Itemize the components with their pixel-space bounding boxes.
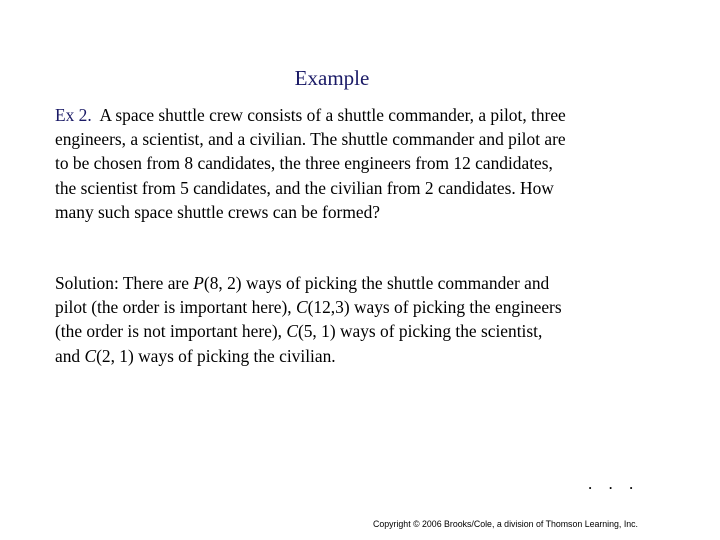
problem-line-1 [55,103,665,127]
solution [55,271,665,368]
combination-symbol: C [295,297,308,318]
problem-line-3: to be chosen from 8 candidates, the three engineers from 12 candidates, [55,153,553,174]
problem-line-2: engineers, a scientist, and a civilian. The shuttle commander and pilot are [55,129,566,150]
solution-text: (2, 1) ways of picking the civilian. [96,345,336,366]
copyright-notice: Copyright © 2006 Brooks/Cole, a division of Thomson Learning, Inc. [373,519,638,529]
example-label: Ex 2. [55,105,92,125]
combination-symbol: C [286,321,298,342]
solution-line-4 [55,344,665,368]
solution-line-3 [55,319,665,343]
slide-title: Example [294,66,370,90]
solution-line-2 [55,295,665,319]
solution-text: and [55,345,85,366]
solution-text: (5, 1) ways of picking the scientist, [297,321,543,342]
solution-line-1 [55,271,665,295]
solution-text: pilot (the order is important here), [55,297,296,318]
continuation-ellipsis: . . . [588,474,640,493]
combination-symbol: C [84,345,97,366]
permutation-symbol: P [193,273,204,293]
problem-text-1: A space shuttle crew consists of a shuttle commander, a pilot, three [99,105,566,125]
problem-line-5: many such space shuttle crews can be formed? [55,201,380,222]
solution-text: Solution: There are [55,273,194,293]
problem-statement [55,103,665,224]
problem-line-4: the scientist from 5 candidates, and the civilian from 2 candidates. How [55,177,554,198]
solution-text: (12,3) ways of picking the engineers [307,297,562,318]
solution-text: (the order is not important here), [55,321,287,342]
solution-text: (8, 2) ways of picking the shuttle commander and [203,273,550,293]
